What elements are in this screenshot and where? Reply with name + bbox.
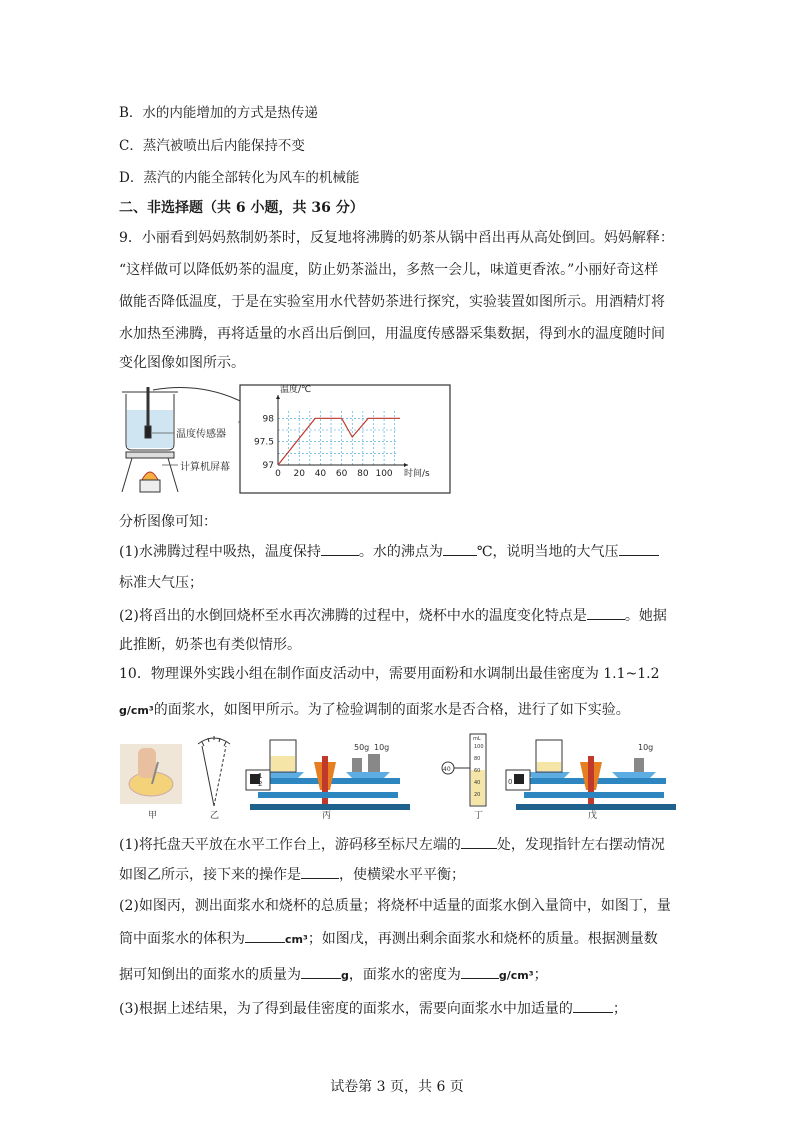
cyl-80: 80: [474, 756, 481, 762]
blank-9[interactable]: [461, 964, 499, 979]
y-tick-label: 98: [262, 414, 274, 425]
option-d: D．蒸汽的内能全部转化为风车的机械能: [119, 170, 360, 186]
photo-jia: [120, 744, 182, 804]
blank-3[interactable]: [619, 541, 659, 556]
q9-line-4: 水加热至沸腾，再将适量的水舀出后倒回，用温度传感器采集数据，得到水的温度随时间: [119, 326, 665, 342]
q10-part-2: (2)如图丙，测出面浆水和烧杯的总质量；将烧杯中适量的面浆水倒入量筒中，如图丁，量: [119, 898, 671, 914]
q9-part-1: (1)水沸腾过程中吸热，温度保持 。水的沸点为 ℃，说明当地的大气压: [119, 541, 659, 562]
section-title: 二、非选择题（共 6 小题，共 36 分）: [119, 200, 364, 216]
blank-1[interactable]: [321, 541, 359, 556]
x-tick-label: 0: [275, 469, 281, 479]
blank-6[interactable]: [301, 864, 339, 879]
q10-part-2-cont: 筒中面浆水的体积为 cm³；如图戊，再测出剩余面浆水和烧杯的质量。根据测量数: [119, 928, 658, 950]
q9-line-2: “这样做可以降低奶茶的温度，防止奶茶溢出，多熬一会儿，味道更香浓。”小丽好奇这样: [119, 262, 659, 278]
q9-part-1-cont: 标准大气压；: [119, 575, 203, 591]
x-tick-label: 80: [357, 469, 369, 479]
q10-figure: [118, 732, 678, 824]
weight-50g: 50g: [354, 743, 370, 752]
q10-part-1: (1)将托盘天平放在水平工作台上，游码移至标尺左端的 处，发现指针左右摆动情况: [119, 834, 665, 855]
label-ding: 丁: [474, 811, 484, 821]
screen-label: 计算机屏幕: [180, 462, 230, 473]
y-tick-label: 97.5: [253, 437, 274, 448]
rider-0-wu: 0: [508, 778, 513, 786]
y-tick-label: 97: [262, 461, 274, 471]
option-b: B．水的内能增加的方式是热传递: [119, 105, 318, 121]
label-jia: 甲: [148, 811, 158, 821]
q9-part-2-cont: 此推断，奶茶也有类似情形。: [119, 637, 301, 653]
weight-10g-wu: 10g: [638, 743, 654, 752]
pointer-yi: [198, 736, 230, 806]
x-tick-label: 100: [375, 469, 393, 479]
rider-2: 2: [258, 780, 263, 788]
blank-5[interactable]: [461, 834, 497, 849]
q9-line-1: 9．小丽看到妈妈熬制奶茶时，反复地将沸腾的奶茶从锅中舀出再从高处倒回。妈妈解释：: [119, 230, 674, 246]
q10-line-1: 10．物理课外实践小组在制作面皮活动中，需要用面粉和水调制出最佳密度为 1.1~1.2: [119, 666, 660, 682]
q9-line-5: 变化图像如图所示。: [119, 355, 245, 371]
rider-1: 1: [258, 772, 263, 780]
label-yi: 乙: [210, 811, 220, 821]
cyl-40: 40: [474, 780, 481, 786]
x-tick-label: 20: [293, 469, 305, 479]
x-tick-label: 60: [335, 469, 348, 479]
blank-8[interactable]: [301, 964, 341, 979]
option-c: C．蒸汽被喷出后内能保持不变: [119, 138, 305, 154]
blank-4[interactable]: [587, 605, 625, 620]
label-bing: 丙: [322, 811, 332, 821]
blank-10[interactable]: [573, 998, 613, 1013]
blank-7[interactable]: [245, 928, 285, 943]
q9-figure: [118, 382, 458, 496]
q9-part-2: (2)将舀出的水倒回烧杯至水再次沸腾的过程中，烧杯中水的温度变化特点是 。她据: [119, 605, 667, 626]
x-tick-label: 40: [314, 469, 327, 479]
cyl-60: 60: [474, 768, 481, 774]
q9-analysis: 分析图像可知：: [119, 514, 217, 530]
cyl-20: 20: [474, 792, 481, 798]
q10-part-2-cont2: 据可知倒出的面浆水的质量为 g，面浆水的密度为 g/cm³；: [119, 964, 548, 986]
cyl-100: 100: [474, 744, 484, 750]
cyl-ml: mL: [473, 736, 481, 742]
cyl-mark: 40: [443, 766, 451, 773]
blank-2[interactable]: [443, 541, 477, 556]
x-axis-label: 时间/s: [404, 469, 430, 479]
q10-part-3: (3)根据上述结果，为了得到最佳密度的面浆水，需要向面浆水中加适量的 ；: [119, 998, 627, 1019]
q10-part-1-cont: 如图乙所示，接下来的操作是 ，使横梁水平平衡；: [119, 864, 465, 885]
q9-line-3: 做能否降低温度，于是在实验室用水代替奶茶进行探究，实验装置如图所示。用酒精灯将: [119, 294, 665, 310]
sensor-label: 温度传感器: [176, 429, 226, 440]
weight-10g: 10g: [374, 743, 390, 752]
y-axis-label: 温度/℃: [280, 385, 312, 395]
q10-line-2: g/cm³的面浆水，如图甲所示。为了检验调制的面浆水是否合格，进行了如下实验。: [119, 702, 630, 718]
label-wu: 戊: [588, 811, 598, 821]
page-footer: 试卷第 3 页，共 6 页: [330, 1079, 464, 1095]
